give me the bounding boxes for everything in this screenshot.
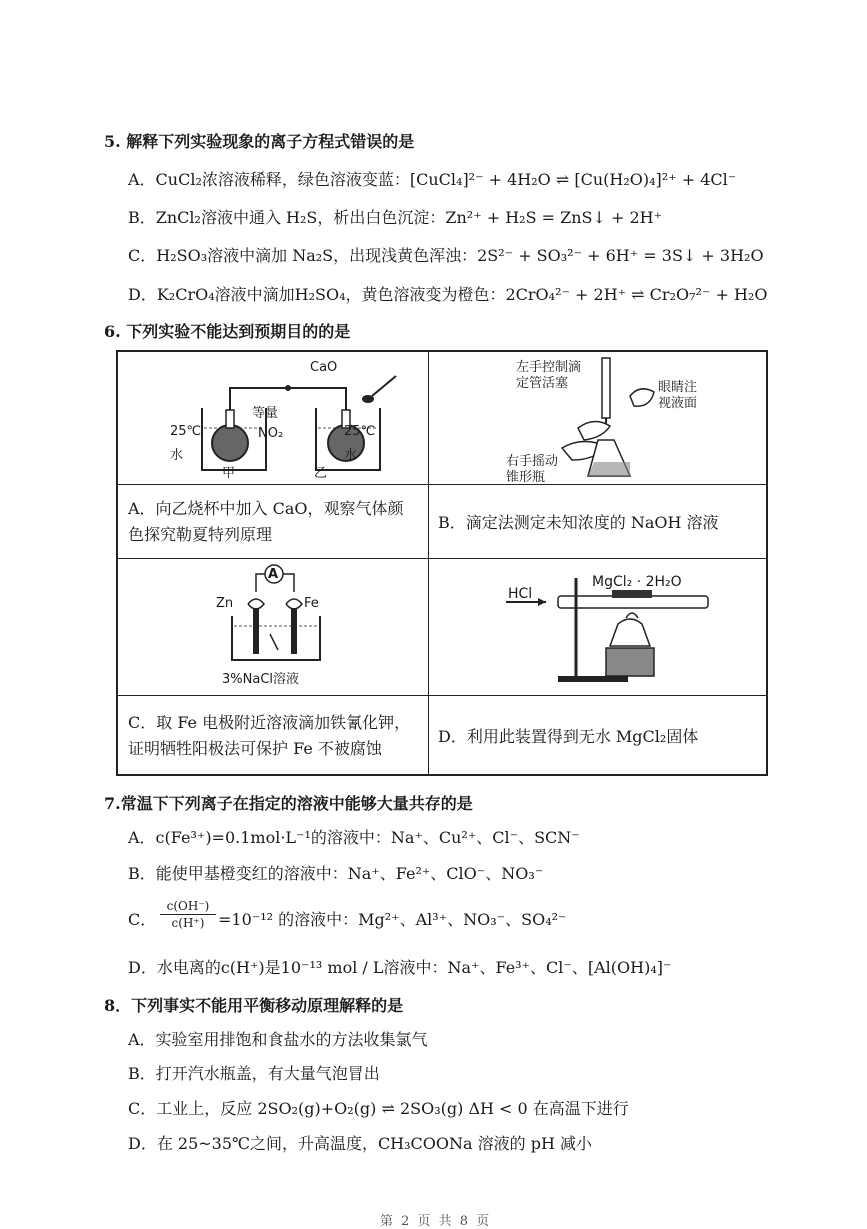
label-fe: Fe: [304, 596, 319, 611]
q6-option-d: D．利用此装置得到无水 MgCl₂固体: [438, 727, 699, 746]
q6-stem: 6. 下列实验不能达到预期目的的是: [104, 322, 351, 341]
q5-option-c: C．H₂SO₃溶液中滴加 Na₂S，出现浅黄色浑浊：2S²⁻ + SO₃²⁻ + 6H⁺ = 3S↓ + 3H₂O: [128, 246, 764, 265]
q5-option-a: A．CuCl₂浓溶液稀释，绿色溶液变蓝：[CuCl₄]²⁻ + 4H₂O ⇌ [Cu(H₂O)₄]²⁺ + 4Cl⁻: [128, 170, 737, 189]
label-yi: 乙: [314, 466, 328, 481]
label-right-hand: 右手摇动: [506, 454, 559, 469]
label-mgcl2-hydrate: MgCl₂ · 2H₂O: [592, 574, 682, 590]
q8-stem: 8．下列事实不能用平衡移动原理解释的是: [104, 996, 404, 1015]
q5-option-b: B．ZnCl₂溶液中通入 H₂S，析出白色沉淀：Zn²⁺ + H₂S = ZnS↓ + 2H⁺: [128, 208, 663, 227]
label-nacl-solution: 3%NaCl溶液: [222, 672, 300, 687]
q8-option-c: C．工业上，反应 2SO₂(g)+O₂(g) ⇌ 2SO₃(g) ΔH < 0 在高温下进行: [128, 1099, 629, 1118]
label-no2: NO₂: [258, 426, 284, 441]
q6-option-c-line2: 证明牺牲阳极法可保护 Fe 不被腐蚀: [128, 739, 382, 758]
label-hcl: HCl: [508, 586, 533, 602]
label-water-right: 水: [344, 448, 358, 463]
q8-option-b: B．打开汽水瓶盖，有大量气泡冒出: [128, 1064, 380, 1083]
q6-table: [116, 350, 768, 776]
q6-option-b: B．滴定法测定未知浓度的 NaOH 溶液: [438, 513, 719, 532]
label-left-hand-2: 定管活塞: [516, 376, 569, 391]
q7-option-a: A．c(Fe³⁺)=0.1mol·L⁻¹的溶液中：Na⁺、Cu²⁺、Cl⁻、SCN⁻: [128, 828, 580, 847]
q7-option-c-rest: =10⁻¹² 的溶液中：Mg²⁺、Al³⁺、NO₃⁻、SO₄²⁻: [218, 910, 567, 929]
q6-option-a-line2: 色探究勒夏特列原理: [128, 525, 273, 544]
figure-galvanic-cell: [218, 564, 348, 674]
label-jia: 甲: [222, 466, 236, 481]
label-right-hand-2: 锥形瓶: [506, 470, 546, 485]
table-divider-vertical: [428, 352, 429, 774]
label-temp-left: 25℃: [170, 424, 202, 439]
q6-option-c-line1: C．取 Fe 电极附近溶液滴加铁氰化钾，: [128, 713, 411, 732]
q6-option-a-line1: A．向乙烧杯中加入 CaO，观察气体颜: [128, 499, 404, 518]
fraction-numerator: c(OH⁻): [160, 898, 216, 915]
label-ammeter: A: [268, 567, 279, 582]
q5-stem: 5. 解释下列实验现象的离子方程式错误的是: [104, 132, 415, 151]
table-divider-1: [118, 484, 766, 485]
label-cao: CaO: [310, 360, 338, 375]
q7-option-c-fraction: [160, 898, 216, 931]
label-eye-2: 视液面: [658, 396, 698, 411]
q7-option-d: D．水电离的c(H⁺)是10⁻¹³ mol / L溶液中：Na⁺、Fe³⁺、Cl⁻、[Al(OH)₄]⁻: [128, 958, 672, 977]
fraction-denominator: c(H⁺): [171, 916, 205, 930]
label-equal: 等量: [252, 406, 279, 421]
table-divider-3: [118, 695, 766, 696]
label-water-left: 水: [170, 448, 184, 463]
q5-option-d: D．K₂CrO₄溶液中滴加H₂SO₄，黄色溶液变为橙色：2CrO₄²⁻ + 2H⁺ ⇌ Cr₂O₇²⁻ + H₂O: [128, 285, 768, 304]
q7-option-c-prefix: C．: [128, 910, 157, 929]
label-zn: Zn: [216, 596, 234, 611]
label-temp-right: 25℃: [344, 424, 376, 439]
table-divider-2: [118, 558, 766, 559]
q8-option-a: A．实验室用排饱和食盐水的方法收集氯气: [128, 1030, 428, 1049]
page-footer: 第 2 页 共 8 页: [380, 1214, 492, 1229]
q7-option-b: B．能使甲基橙变红的溶液中：Na⁺、Fe²⁺、ClO⁻、NO₃⁻: [128, 864, 544, 883]
figure-no2-flasks: [158, 358, 408, 482]
q8-option-d: D．在 25~35℃之间，升高温度，CH₃COONa 溶液的 pH 减小: [128, 1134, 593, 1153]
label-left-hand: 左手控制滴: [516, 360, 582, 375]
q7-stem: 7.常温下下列离子在指定的溶液中能够大量共存的是: [104, 794, 473, 813]
label-eye: 眼睛注: [658, 380, 698, 395]
